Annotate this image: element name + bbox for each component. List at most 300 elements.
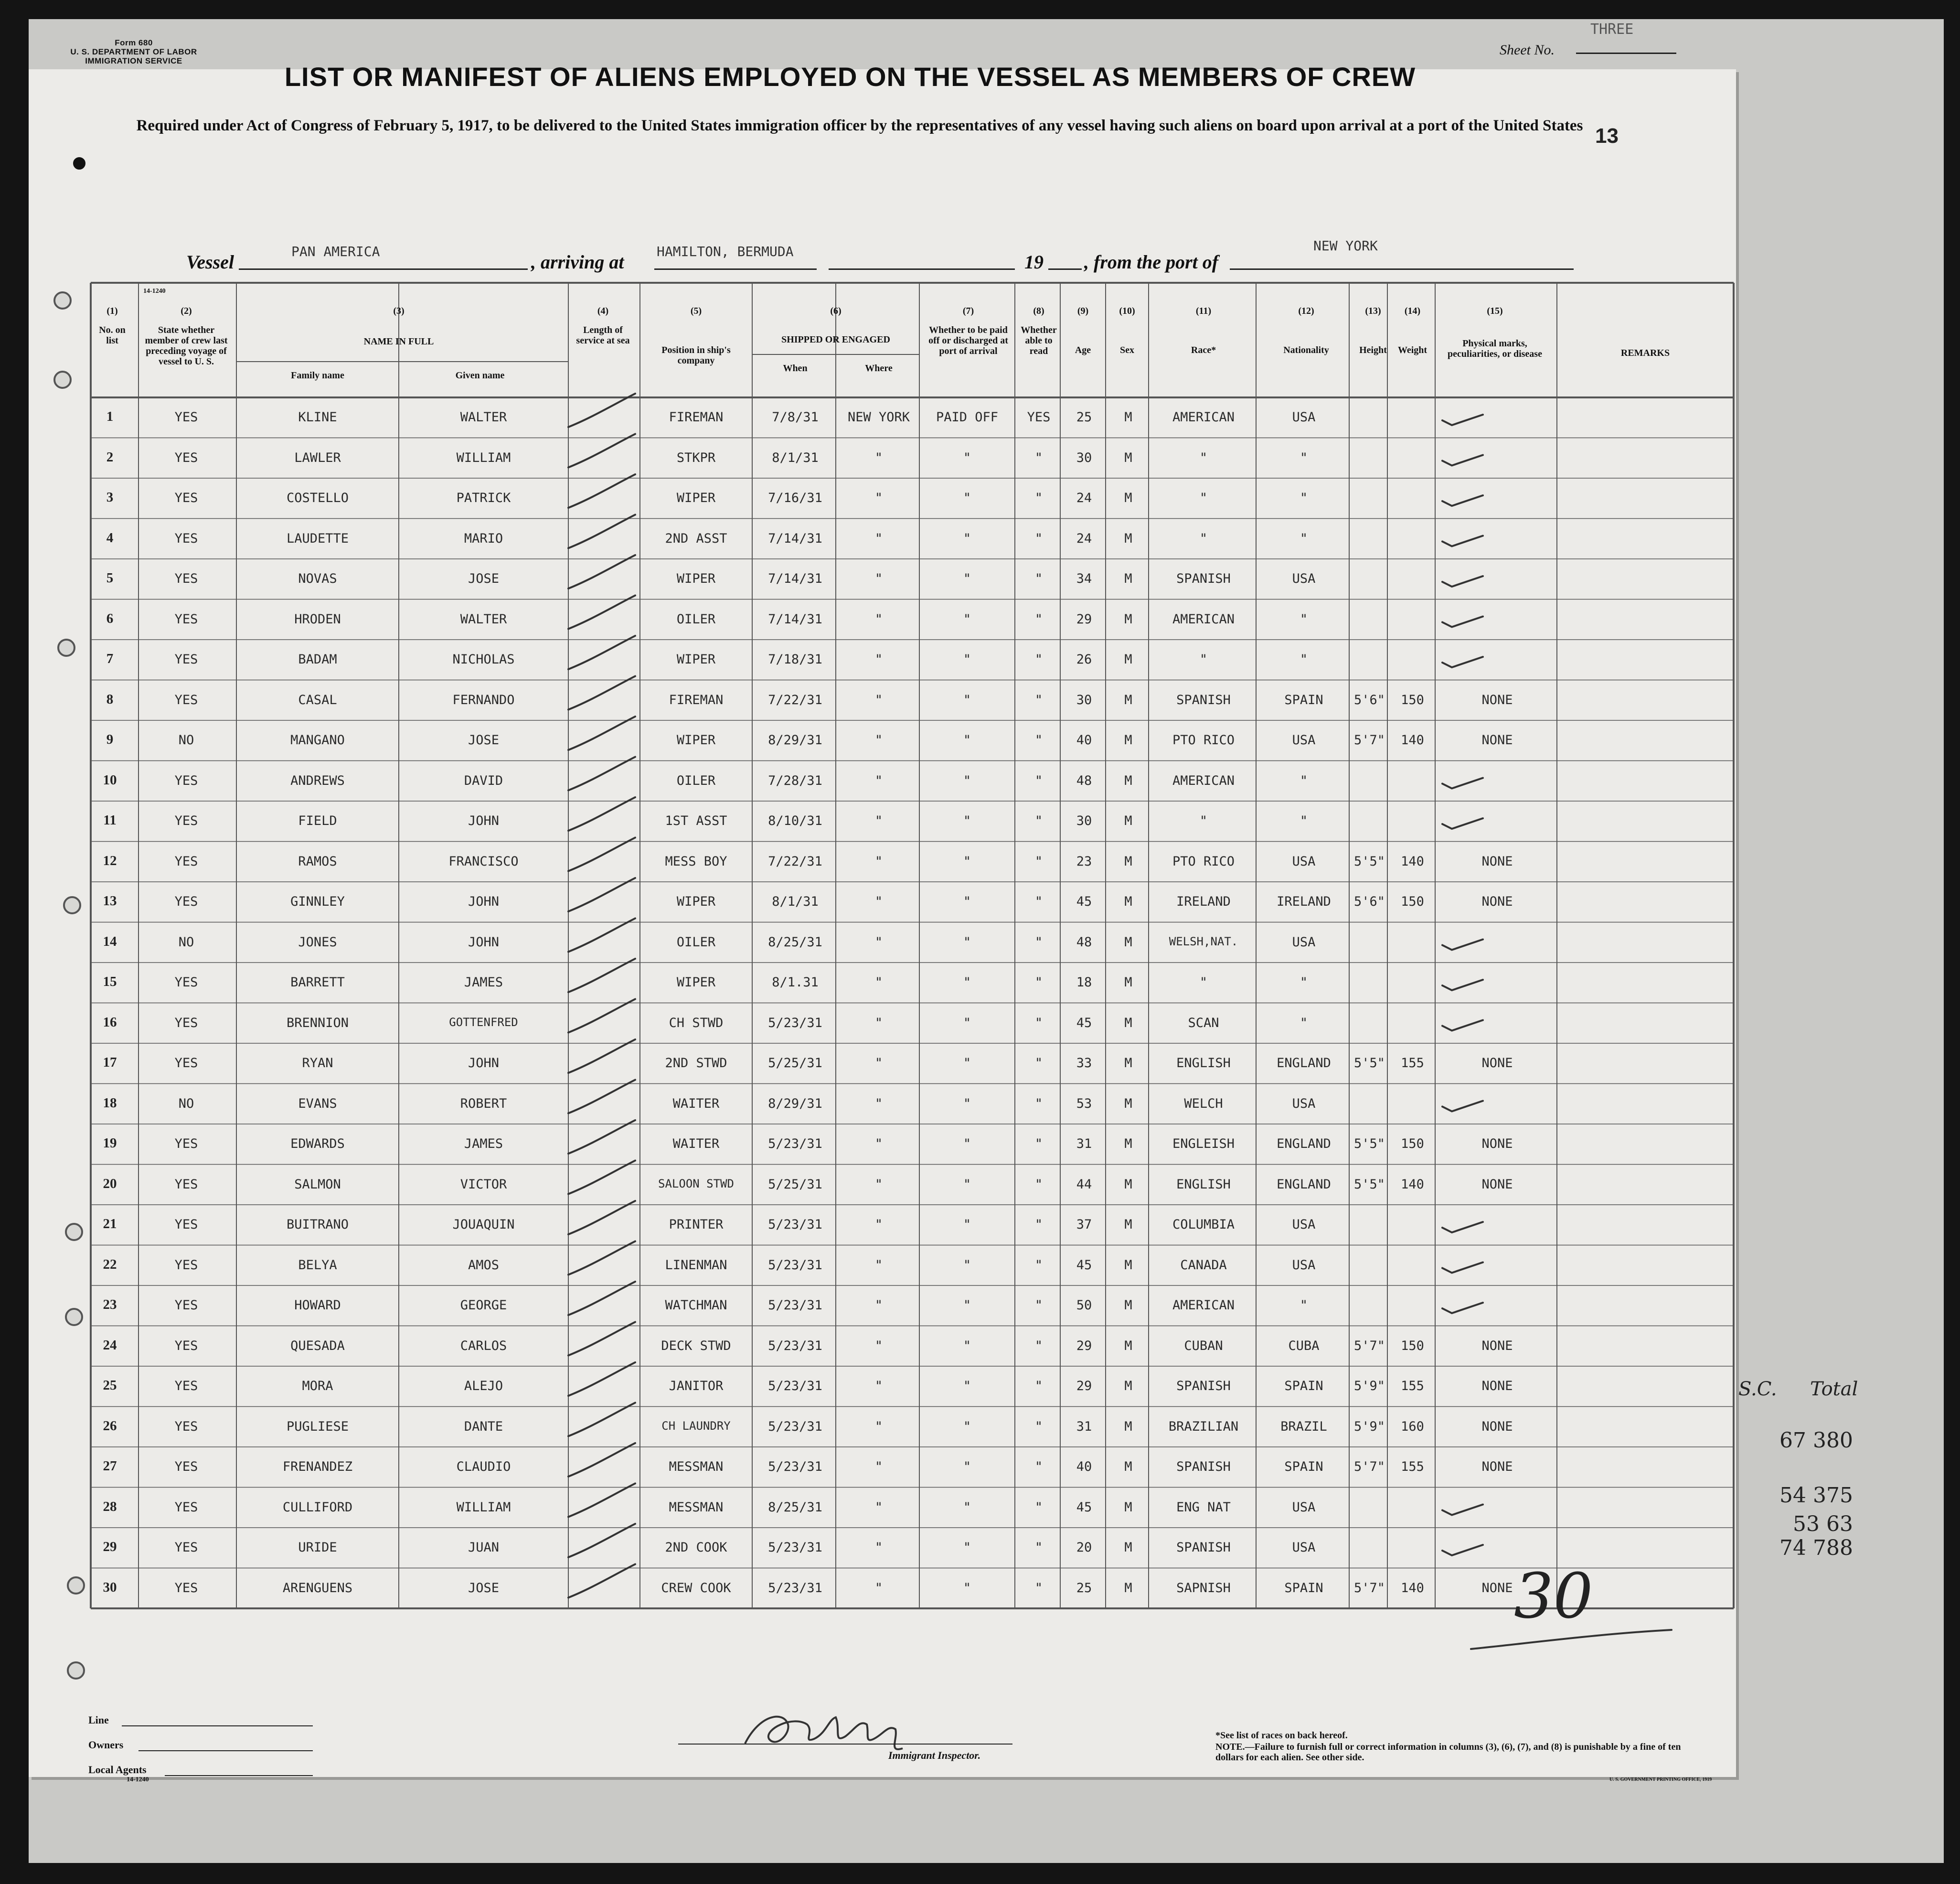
cell-position: MESSMAN — [669, 1499, 724, 1515]
cell-where: " — [874, 652, 883, 667]
col-header-11: (11) Race* — [1191, 306, 1216, 355]
cell-position: CH STWD — [669, 1015, 724, 1030]
cell-nat: " — [1300, 450, 1308, 465]
cell-sex: M — [1124, 733, 1132, 748]
cell-paid: " — [963, 773, 971, 788]
cell-prev: YES — [174, 410, 198, 425]
cell-prev: YES — [174, 1217, 198, 1232]
binder-hole — [53, 371, 72, 389]
cell-paid: " — [963, 934, 971, 950]
cell-where: " — [874, 491, 883, 505]
row-number: 28 — [103, 1499, 117, 1514]
cell-sex: M — [1124, 491, 1132, 505]
handwritten-total: 30 — [1514, 1560, 1593, 1632]
cell-height: 5'7" — [1353, 1580, 1385, 1595]
cell-nat: USA — [1292, 1257, 1316, 1273]
service-length-mark — [568, 838, 635, 871]
cell-height: 5'7" — [1353, 1459, 1385, 1474]
cell-family: NOVAS — [298, 571, 337, 586]
col-header-remarks: REMARKS — [1620, 348, 1670, 358]
cell-position: CH LAUNDRY — [661, 1419, 731, 1433]
cell-marks: NONE — [1481, 1056, 1513, 1070]
cell-prev: YES — [174, 450, 198, 465]
cell-prev: YES — [174, 1459, 198, 1474]
cell-where: NEW YORK — [847, 410, 910, 425]
cell-when: 7/16/31 — [768, 491, 822, 505]
cell-family: RYAN — [302, 1056, 333, 1070]
row-number: 9 — [106, 732, 114, 747]
cell-where: " — [874, 1379, 883, 1393]
cell-when: 8/1/31 — [772, 450, 819, 465]
cell-race: SCAN — [1188, 1015, 1219, 1030]
cell-age: 20 — [1076, 1540, 1092, 1555]
check-mark — [1442, 657, 1483, 667]
cell-sex: M — [1124, 692, 1132, 707]
cell-height: 5'9" — [1353, 1379, 1385, 1393]
cell-nat: USA — [1292, 1540, 1316, 1555]
cell-race: ENGLISH — [1176, 1056, 1231, 1070]
cell-nat: " — [1300, 611, 1308, 627]
cell-read: " — [1034, 1217, 1043, 1232]
cell-where: " — [874, 975, 883, 990]
cell-where: " — [874, 733, 883, 748]
cell-paid: " — [963, 733, 971, 748]
cell-given: JOHN — [468, 1056, 500, 1070]
row-number: 11 — [103, 813, 117, 828]
col-header-13: (13) Height — [1359, 306, 1387, 355]
cell-given: JOHN — [468, 934, 500, 950]
cell-when: 7/22/31 — [768, 692, 822, 707]
col-header-6: (6) SHIPPED OR ENGAGED — [781, 306, 890, 345]
cell-family: ARENGUENS — [282, 1580, 353, 1595]
cell-sex: M — [1124, 1136, 1132, 1151]
side-sheet-value: 54 375 — [1779, 1483, 1853, 1508]
cell-given: GEORGE — [460, 1298, 507, 1313]
cell-read: " — [1034, 450, 1043, 465]
cell-sex: M — [1124, 652, 1132, 667]
cell-nat: SPAIN — [1284, 1580, 1323, 1595]
arriving-label: , arriving at — [531, 251, 624, 273]
cell-position: 2ND ASST — [665, 531, 727, 546]
binder-hole — [57, 639, 75, 657]
cell-race: SAPNISH — [1176, 1580, 1231, 1595]
cell-given: JOSE — [468, 571, 500, 586]
cell-height: 5'7" — [1353, 1338, 1385, 1353]
cell-read: YES — [1027, 410, 1051, 425]
cell-read: " — [1034, 611, 1043, 627]
cell-height: 5'6" — [1353, 692, 1385, 707]
footer-owners-underline — [138, 1750, 313, 1751]
cell-age: 45 — [1076, 1015, 1092, 1030]
cell-where: " — [874, 1580, 883, 1595]
cell-sex: M — [1124, 1540, 1132, 1555]
cell-nat: SPAIN — [1284, 1379, 1323, 1393]
service-length-mark — [568, 1443, 635, 1477]
cell-given: JOSE — [468, 1580, 500, 1595]
cell-position: DECK STWD — [661, 1338, 731, 1353]
col-header-4: (4) Length of service at sea — [576, 306, 630, 346]
cell-race: AMERICAN — [1172, 611, 1235, 627]
cell-weight: 150 — [1401, 692, 1424, 707]
cell-where: " — [874, 611, 883, 627]
cell-position: WIPER — [676, 975, 716, 990]
cell-prev: YES — [174, 1338, 198, 1353]
service-length-mark — [568, 1362, 635, 1396]
cell-weight: 140 — [1401, 854, 1424, 869]
check-mark — [1442, 455, 1483, 466]
cell-given: WILLIAM — [456, 1499, 511, 1515]
cell-nat: " — [1300, 531, 1308, 546]
cell-read: " — [1034, 652, 1043, 667]
cell-when: 7/14/31 — [768, 571, 822, 586]
cell-marks: NONE — [1481, 733, 1513, 748]
cell-age: 30 — [1076, 450, 1092, 465]
department: U. S. DEPARTMENT OF LABOR — [70, 47, 197, 56]
check-mark — [1442, 940, 1483, 950]
cell-where: " — [874, 1419, 883, 1434]
service-length-mark — [568, 474, 635, 508]
cell-prev: YES — [174, 1015, 198, 1030]
cell-marks: NONE — [1481, 1459, 1513, 1474]
cell-read: " — [1034, 1257, 1043, 1273]
row-number: 27 — [103, 1458, 117, 1474]
page-subtitle: Required under Act of Congress of February 5, 1917, to be delivered to the United States immigration officer by the representatives of any vessel having such aliens on board upon arrival at a port of the United States — [136, 117, 1583, 134]
cell-family: FRENANDEZ — [282, 1459, 353, 1474]
cell-race: AMERICAN — [1172, 410, 1235, 425]
cell-position: 2ND COOK — [665, 1540, 727, 1555]
cell-given: VICTOR — [460, 1177, 507, 1192]
binder-hole — [63, 896, 81, 914]
cell-prev: NO — [178, 1096, 194, 1111]
cell-read: " — [1034, 571, 1043, 586]
cell-sex: M — [1124, 814, 1132, 828]
service-length-mark — [568, 1080, 635, 1113]
cell-age: 40 — [1076, 733, 1092, 748]
punch-hole — [73, 157, 85, 170]
total-underline — [1471, 1630, 1672, 1649]
cell-paid: " — [963, 1257, 971, 1273]
cell-paid: " — [963, 531, 971, 546]
cell-when: 8/29/31 — [768, 733, 822, 748]
cell-sex: M — [1124, 1580, 1132, 1595]
row-number: 29 — [103, 1539, 117, 1554]
col-header-1: (1) No. on list — [99, 306, 126, 346]
cell-family: GINNLEY — [290, 894, 345, 909]
cell-weight: 140 — [1401, 733, 1424, 748]
cell-given: CARLOS — [460, 1338, 507, 1353]
cell-nat: SPAIN — [1284, 692, 1323, 707]
cell-paid: " — [963, 1177, 971, 1192]
cell-race: ENGLEISH — [1172, 1136, 1235, 1151]
cell-paid: " — [963, 1298, 971, 1313]
cell-nat: " — [1300, 975, 1308, 990]
footer-owners-label: Owners — [88, 1739, 124, 1751]
col-header-where: Where — [865, 363, 893, 374]
cell-read: " — [1034, 1338, 1043, 1353]
cell-race: PTO RICO — [1172, 733, 1235, 748]
service-length-mark — [568, 1322, 635, 1356]
row-number: 3 — [106, 490, 114, 505]
cell-where: " — [874, 1338, 883, 1353]
cell-paid: " — [963, 1217, 971, 1232]
footer-agents-underline — [165, 1775, 313, 1776]
cell-family: URIDE — [298, 1540, 337, 1555]
cell-prev: YES — [174, 1177, 198, 1192]
cell-family: FIELD — [298, 814, 337, 828]
binder-hole — [65, 1223, 83, 1241]
cell-paid: " — [963, 1580, 971, 1595]
service-length-mark — [568, 596, 635, 629]
cell-age: 48 — [1076, 934, 1092, 950]
service-length-mark — [568, 1282, 635, 1315]
service-length-mark — [568, 959, 635, 992]
cell-given: PATRICK — [456, 491, 511, 505]
cell-sex: M — [1124, 975, 1132, 990]
cell-sex: M — [1124, 410, 1132, 425]
cell-family: LAUDETTE — [286, 531, 349, 546]
cell-age: 24 — [1076, 531, 1092, 546]
cell-marks: NONE — [1481, 1338, 1513, 1353]
cell-race: SPANISH — [1176, 692, 1231, 707]
cell-race: " — [1199, 975, 1208, 990]
cell-age: 37 — [1076, 1217, 1092, 1232]
cell-position: CREW COOK — [661, 1580, 731, 1595]
cell-marks: NONE — [1481, 1580, 1513, 1595]
row-number: 4 — [106, 530, 114, 546]
service-length-mark — [568, 434, 635, 468]
binder-hole — [53, 291, 72, 310]
cell-nat: BRAZIL — [1280, 1419, 1327, 1434]
row-number: 15 — [103, 974, 117, 989]
cell-nat: USA — [1292, 733, 1316, 748]
row-number: 17 — [103, 1055, 117, 1070]
cell-given: ALEJO — [464, 1379, 503, 1393]
cell-prev: YES — [174, 1257, 198, 1273]
cell-age: 29 — [1076, 611, 1092, 627]
cell-age: 31 — [1076, 1419, 1092, 1434]
cell-where: " — [874, 814, 883, 828]
cell-position: PRINTER — [669, 1217, 724, 1232]
cell-age: 31 — [1076, 1136, 1092, 1151]
col-header-14: (14) Weight — [1397, 306, 1427, 355]
cell-race: WELSH,NAT. — [1169, 934, 1238, 948]
cell-prev: NO — [178, 934, 194, 950]
cell-read: " — [1034, 1499, 1043, 1515]
cell-race: ENG NAT — [1176, 1499, 1231, 1515]
binder-hole — [67, 1661, 85, 1680]
cell-position: 2ND STWD — [665, 1056, 727, 1070]
cell-family: CULLIFORD — [282, 1499, 353, 1515]
col-header-given: Given name — [455, 370, 505, 381]
cell-when: 5/23/31 — [768, 1015, 822, 1030]
cell-paid: " — [963, 1419, 971, 1434]
service-length-mark — [568, 555, 635, 589]
cell-position: FIREMAN — [669, 692, 724, 707]
cell-read: " — [1034, 894, 1043, 909]
cell-age: 29 — [1076, 1338, 1092, 1353]
check-mark — [1442, 617, 1483, 627]
cell-nat: IRELAND — [1277, 894, 1331, 909]
row-number: 21 — [103, 1216, 117, 1231]
cell-race: " — [1199, 450, 1208, 465]
cell-prev: YES — [174, 894, 198, 909]
cell-sex: M — [1124, 1379, 1132, 1393]
cell-sex: M — [1124, 450, 1132, 465]
cell-nat: SPAIN — [1284, 1459, 1323, 1474]
cell-where: " — [874, 934, 883, 950]
cell-nat: USA — [1292, 854, 1316, 869]
cell-when: 5/23/31 — [768, 1217, 822, 1232]
col-header-8: (8) Whether able to read — [1021, 306, 1057, 356]
service-length-mark — [568, 1201, 635, 1234]
row-number: 22 — [103, 1256, 117, 1272]
cell-position: WAITER — [672, 1096, 720, 1111]
cell-when: 8/25/31 — [768, 1499, 822, 1515]
cell-age: 26 — [1076, 652, 1092, 667]
year-label: 19 — [1024, 251, 1044, 273]
side-sheet-value: 74 788 — [1779, 1536, 1853, 1560]
cell-sex: M — [1124, 1338, 1132, 1353]
cell-when: 8/10/31 — [768, 814, 822, 828]
cell-nat: " — [1300, 652, 1308, 667]
cell-paid: " — [963, 894, 971, 909]
col-header-when: When — [783, 363, 808, 374]
cell-age: 30 — [1076, 814, 1092, 828]
cell-family: BRENNION — [286, 1015, 349, 1030]
cell-nat: USA — [1292, 1096, 1316, 1111]
cell-sex: M — [1124, 611, 1132, 627]
cell-nat: " — [1300, 491, 1308, 505]
cell-family: ANDREWS — [290, 773, 345, 788]
cell-when: 5/23/31 — [768, 1298, 822, 1313]
cell-weight: 150 — [1401, 894, 1424, 909]
cell-position: WAITER — [672, 1136, 720, 1151]
cell-height: 5'5" — [1353, 1056, 1385, 1070]
service-length-mark — [568, 797, 635, 831]
col-header-5: (5) Position in ship's company — [661, 306, 731, 366]
cell-race: " — [1199, 652, 1208, 667]
cell-paid: " — [963, 975, 971, 990]
col-header-2: (2) State whether member of crew last preceding voyage of vessel to U. S. — [145, 306, 228, 367]
cell-sex: M — [1124, 1096, 1132, 1111]
cell-weight: 140 — [1401, 1580, 1424, 1595]
cell-when: 5/25/31 — [768, 1056, 822, 1070]
cell-family: EVANS — [298, 1096, 337, 1111]
cell-position: OILER — [676, 611, 716, 627]
side-sheet-sc-label: S.C. — [1738, 1378, 1777, 1400]
cell-sex: M — [1124, 854, 1132, 869]
vessel-label: Vessel — [186, 251, 234, 273]
cell-race: SPANISH — [1176, 1379, 1231, 1393]
cell-given: JAMES — [464, 975, 503, 990]
cell-prev: YES — [174, 1580, 198, 1595]
service-length-mark — [568, 757, 635, 791]
cell-age: 50 — [1076, 1298, 1092, 1313]
cell-read: " — [1034, 1459, 1043, 1474]
cell-given: WALTER — [460, 611, 507, 627]
cell-where: " — [874, 773, 883, 788]
cell-when: 7/14/31 — [768, 531, 822, 546]
cell-position: 1ST ASST — [665, 814, 727, 828]
col-header-3: (3) NAME IN FULL — [363, 306, 434, 347]
cell-nat: USA — [1292, 571, 1316, 586]
cell-nat: USA — [1292, 934, 1316, 950]
cell-given: GOTTENFRED — [449, 1015, 518, 1029]
cell-age: 18 — [1076, 975, 1092, 990]
cell-read: " — [1034, 491, 1043, 505]
footnote-races: *See list of races on back hereof. — [1215, 1730, 1348, 1741]
cell-height: 5'9" — [1353, 1419, 1385, 1434]
cell-paid: " — [963, 1056, 971, 1070]
cell-read: " — [1034, 1298, 1043, 1313]
row-number: 5 — [106, 570, 114, 586]
cell-family: HRODEN — [294, 611, 341, 627]
row-number: 2 — [106, 449, 114, 465]
cell-read: " — [1034, 814, 1043, 828]
cell-family: MORA — [302, 1379, 333, 1393]
cell-sex: M — [1124, 1257, 1132, 1273]
cell-paid: " — [963, 1338, 971, 1353]
cell-read: " — [1034, 1540, 1043, 1555]
cell-when: 8/29/31 — [768, 1096, 822, 1111]
cell-paid: " — [963, 1379, 971, 1393]
service-length-mark — [568, 1161, 635, 1194]
cell-paid: " — [963, 450, 971, 465]
cell-position: WIPER — [676, 652, 716, 667]
cell-position: STKPR — [676, 450, 716, 465]
row-number: 7 — [106, 651, 114, 666]
cell-read: " — [1034, 1379, 1043, 1393]
cell-prev: YES — [174, 571, 198, 586]
cell-prev: YES — [174, 773, 198, 788]
cell-given: WALTER — [460, 410, 507, 425]
cell-family: BARRETT — [290, 975, 345, 990]
cell-marks: NONE — [1481, 1419, 1513, 1434]
cell-family: EDWARDS — [290, 1136, 345, 1151]
cell-height: 5'6" — [1353, 894, 1385, 909]
cell-read: " — [1034, 733, 1043, 748]
cell-read: " — [1034, 692, 1043, 707]
cell-given: DANTE — [464, 1419, 503, 1434]
cell-given: CLAUDIO — [456, 1459, 511, 1474]
cell-read: " — [1034, 1419, 1043, 1434]
cell-nat: USA — [1292, 410, 1316, 425]
row-number: 13 — [103, 893, 117, 909]
cell-position: WIPER — [676, 733, 716, 748]
cell-position: OILER — [676, 934, 716, 950]
col-header-family: Family name — [291, 370, 344, 381]
service-length-mark — [568, 1403, 635, 1436]
check-mark — [1442, 495, 1483, 506]
cell-race: CANADA — [1180, 1257, 1227, 1273]
cell-where: " — [874, 450, 883, 465]
row-number: 8 — [106, 691, 114, 707]
cell-sex: M — [1124, 1459, 1132, 1474]
service-length-mark — [568, 1484, 635, 1517]
cell-family: QUESADA — [290, 1338, 345, 1353]
check-mark — [1442, 1222, 1483, 1232]
col-header-10: (10) Sex — [1119, 306, 1135, 355]
stamp-number: 13 — [1595, 124, 1619, 148]
side-sheet-value: 67 380 — [1779, 1428, 1853, 1453]
check-mark — [1442, 1505, 1483, 1515]
cell-when: 5/25/31 — [768, 1177, 822, 1192]
cell-where: " — [874, 1056, 883, 1070]
col-header-7: (7) Whether to be paid off or discharged at port of arrival — [928, 306, 1008, 356]
cell-sex: M — [1124, 894, 1132, 909]
cell-sex: M — [1124, 934, 1132, 950]
cell-position: WIPER — [676, 571, 716, 586]
